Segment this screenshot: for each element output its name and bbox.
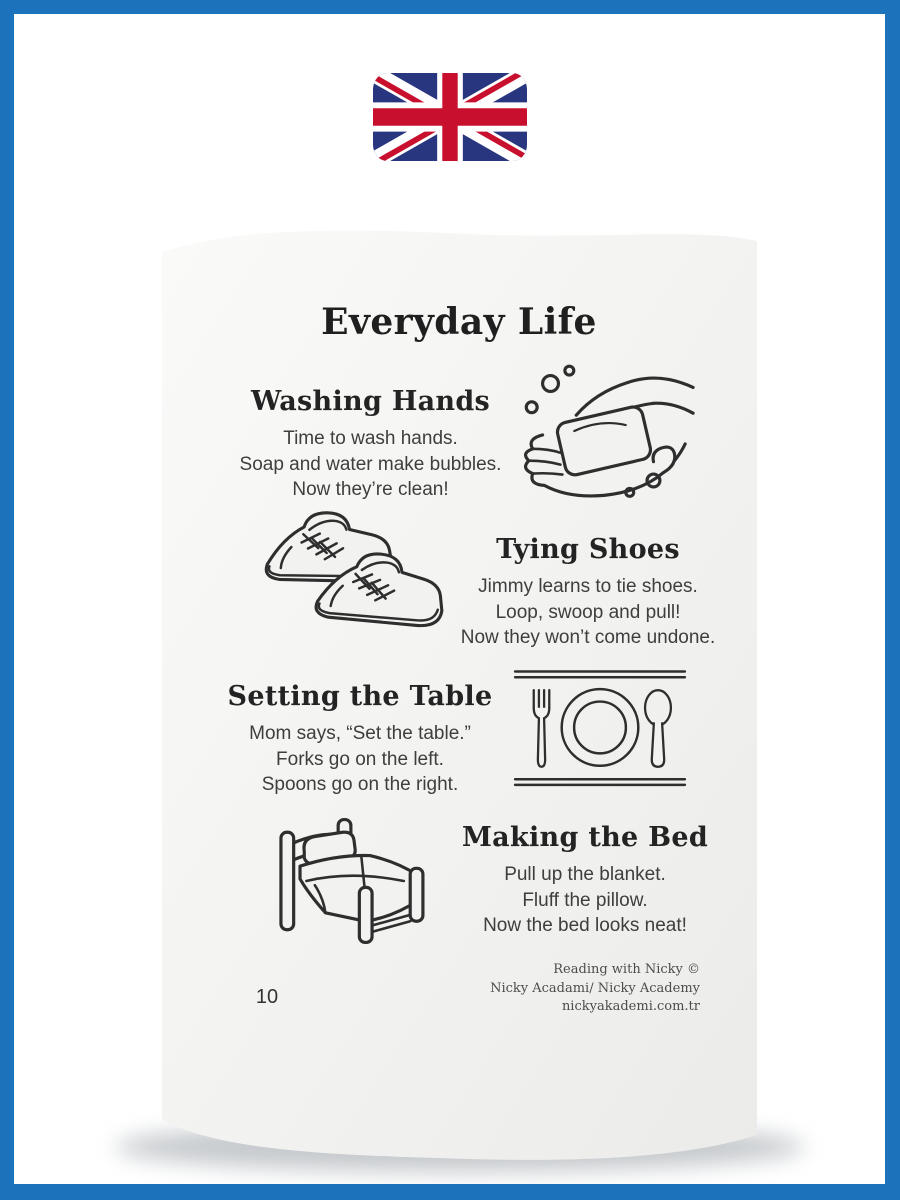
page-number: 10 [255,986,279,1008]
section-heading: Washing Hands [250,386,491,417]
section-line: Loop, swoop and pull! [495,601,681,623]
page-title: Everyday Life [321,301,597,343]
credit-line: Reading with Nicky © [553,962,700,977]
section-line: Now the bed looks neat! [483,915,687,936]
credit-line: nickyakademi.com.tr [561,999,700,1014]
section-line: Jimmy learns to tie shoes. [478,576,698,597]
hands-washing-soap-icon [503,356,701,508]
section-line: Pull up the blanket. [504,864,666,885]
section-heading: Making the Bed [461,822,708,853]
section-heading: Setting the Table [227,681,493,712]
section-washing-hands [198,386,543,503]
section-heading: Tying Shoes [496,534,680,565]
section-line: Soap and water make bubbles. [239,453,502,475]
section-line: Now they’re clean! [292,479,449,500]
section-line: Mom says, “Set the table.” [249,723,471,744]
section-setting-the-table [195,681,525,798]
place-setting-icon [512,664,688,794]
uk-flag-icon [373,73,527,161]
section-line: Fluff the pillow. [522,889,648,911]
credit-line: Nicky Acadami/ Nicky Academy [490,980,700,996]
section-line: Spoons go on the right. [261,774,459,795]
section-line: Forks go on the left. [276,748,444,770]
section-line: Now they won’t come undone. [460,627,716,648]
section-tying-shoes [418,534,758,651]
credits-block [396,961,700,1017]
section-line: Time to wash hands. [283,428,458,449]
section-making-the-bed [415,822,755,939]
